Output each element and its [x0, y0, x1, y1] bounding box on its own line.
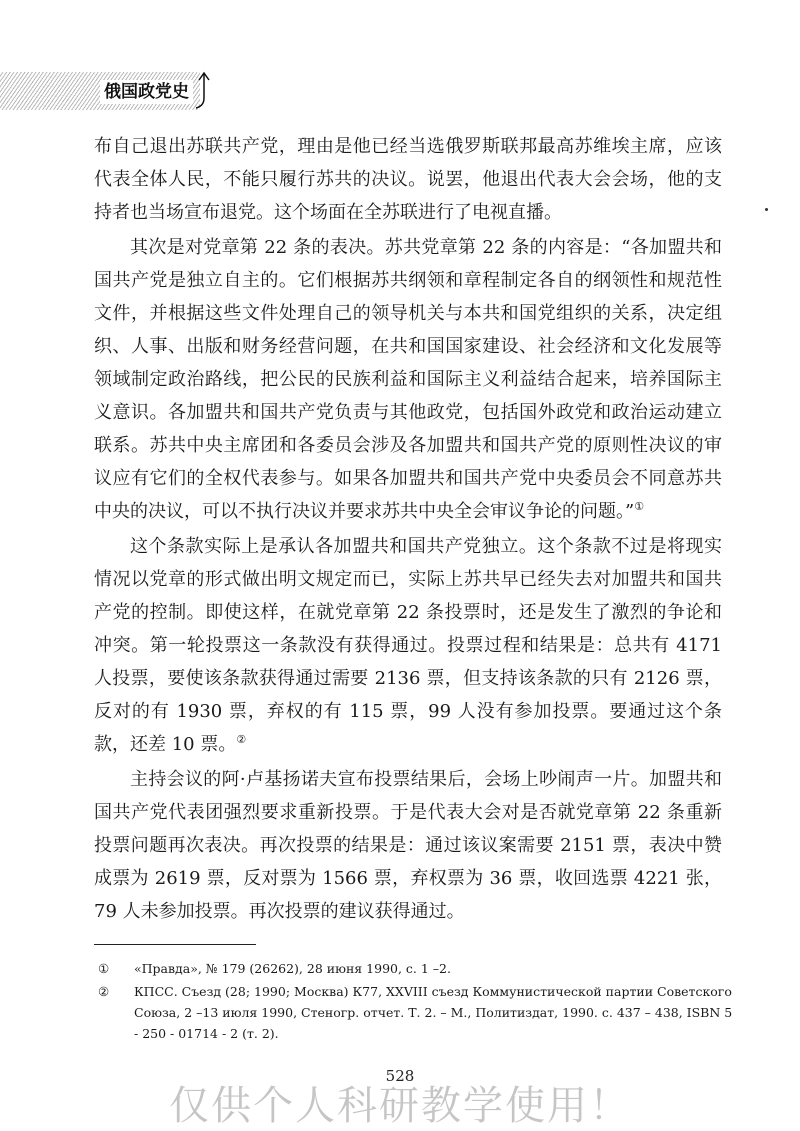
- watermark: 仅供个人科研教学使用！: [169, 1083, 631, 1129]
- paragraph-3: 这个条款实际上是承认各加盟共和国共产党独立。这个条款不过是将现实情况以党章的形式做出明文规定而已，实际上苏共早已经失去对加盟共和国共产党的控制。即使这样，在就党章第 22 条投票时，还是发生了激烈的争论和冲突。第一轮投票这一条款没有获得通过。投票过程和结果是：总共有 4171 人投票，要使该条款获得通过需要 2136 票，但支持该条款的只有 2126 票，反对的有 1930 票，弃权的有 115 票，99 人没有参加投票。要通过这个条款，还差 10 票。②: [94, 536, 722, 755]
- footnote-1: [94, 958, 734, 979]
- scan-speck: [765, 208, 768, 211]
- body-text: [94, 130, 722, 930]
- page-number: 528: [385, 1067, 415, 1085]
- footnote-text: «Правда», № 179 (26262), 28 июня 1990, с. 1 –2.: [134, 961, 451, 976]
- footnotes: [94, 958, 734, 1046]
- header-arrow-icon: [190, 70, 212, 110]
- footnote-ref-1[interactable]: ①: [634, 500, 645, 513]
- running-header-title: 俄国政党史: [100, 80, 193, 104]
- footnote-divider: [94, 944, 256, 945]
- paragraph-4: 主持会议的阿·卢基扬诺夫宣布投票结果后，会场上吵闹声一片。加盟共和国共产党代表团强烈要求重新投票。于是代表大会对是否就党章第 22 条重新投票问题再次表决。再次投票的结果是：通过该议案需要 2151 票，表决中赞成票为 2619 票，反对票为 1566 票，弃权票为 36 票，收回选票 4221 张，79 人未参加投票。再次投票的建议获得通过。: [94, 769, 722, 922]
- footnote-mark: ②: [98, 984, 110, 999]
- paragraph-1: 布自己退出苏联共产党，理由是他已经当选俄罗斯联邦最高苏维埃主席，应该代表全体人民，不能只履行苏共的决议。说罢，他退出代表大会会场，他的支持者也当场宣布退党。这个场面在全苏联进行了电视直播。: [94, 136, 722, 223]
- paragraph-2: 其次是对党章第 22 条的表决。苏共党章第 22 条的内容是：“各加盟共和国共产党是独立自主的。它们根据苏共纲领和章程制定各自的纲领性和规范性文件，并根据这些文件处理自己的领导机关与本共和国党组织的关系，决定组织、人事、出版和财务经营问题，在共和国国家建设、社会经济和文化发展等领域制定政治路线，把公民的民族利益和国际主义利益结合起来，培养国际主义意识。各加盟共和国共产党负责与其他政党，包括国外政党和政治运动建立联系。苏共中央主席团和各委员会涉及各加盟共和国共产党的原则性决议的审议应有它们的全权代表参与。如果各加盟共和国共产党中央委员会不同意苏共中央的决议，可以不执行决议并要求苏共中央全会审议争论的问题。”①: [94, 237, 722, 522]
- footnote-mark: ①: [98, 961, 110, 976]
- footnote-2: [94, 981, 734, 1044]
- footnote-text: КПСС. Съезд (28; 1990; Москва) К77, XXVIII съезд Коммунистической партии Советского Союза, 2 –13 июля 1990, Стеногр. отчет. Т. 2. – М., Политиздат, 1990. с. 437 – 438, ISBN 5 - 250 - 01714 - 2 (т. 2).: [134, 984, 733, 1041]
- footnote-ref-2[interactable]: ②: [236, 733, 247, 746]
